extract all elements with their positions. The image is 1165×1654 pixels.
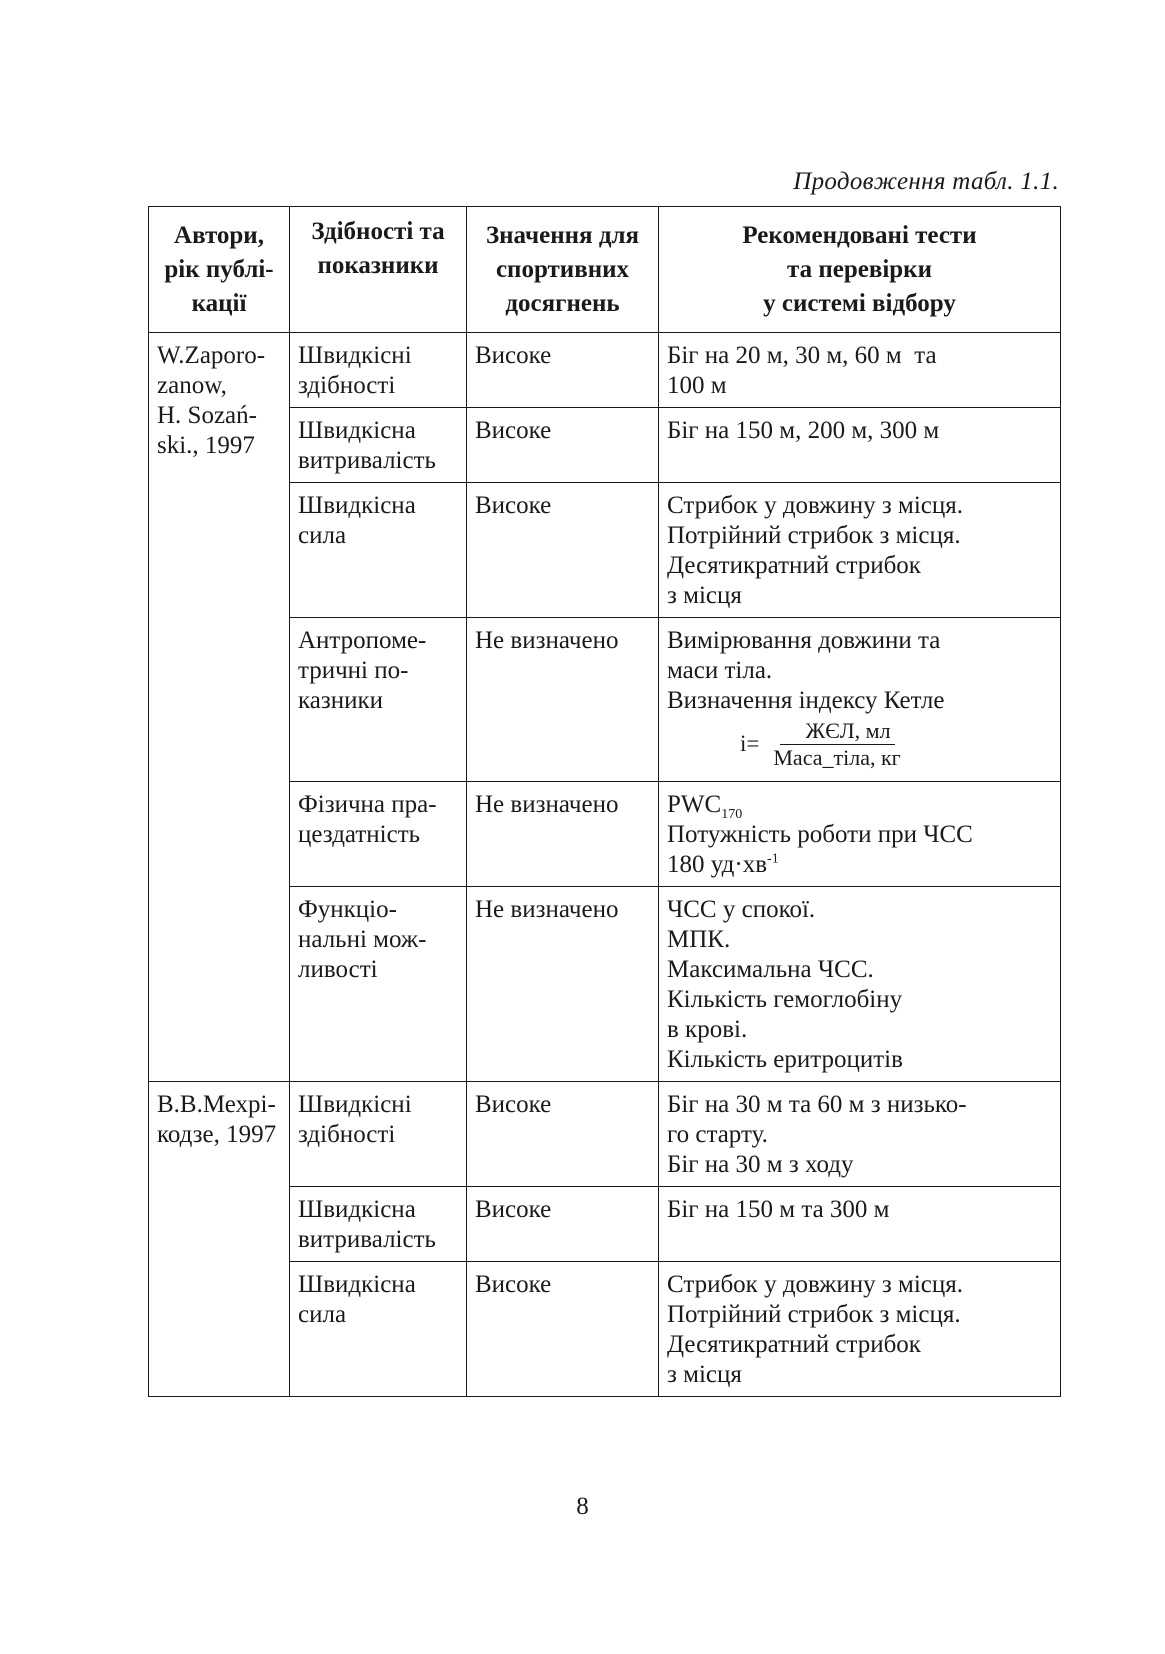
author-cell: В.В.Мехрі- кодзе, 1997	[149, 1082, 290, 1397]
tests-cell: Вимірювання довжини та маси тіла. Визначення індексу Кетле i= $\frac{\text{ЖЄЛ, мл}}{\text{Маса\_тіла, кг}}$	[659, 618, 1061, 782]
page-number: 8	[576, 1493, 589, 1520]
tests-cell: Біг на 150 м, 200 м, 300 м	[659, 408, 1061, 483]
significance-cell: Високе	[467, 1082, 659, 1187]
formula-numerator: ЖЄЛ, мл	[780, 718, 895, 745]
significance-cell: Не визначено	[467, 887, 659, 1082]
author-cell: W.Zaporo- zanow, H. Sozań- ski., 1997	[149, 333, 290, 1082]
significance-cell: Не визначено	[467, 782, 659, 887]
ability-cell: Швидкісна сила	[290, 483, 467, 618]
ability-cell: Фізична пра- цездатність	[290, 782, 467, 887]
tests-cell: Стрибок у довжину з місця. Потрійний стрибок з місця. Десятикратний стрибок з місця	[659, 1262, 1061, 1397]
table-row	[149, 333, 1061, 408]
significance-cell: Високе	[467, 1262, 659, 1397]
significance-cell: Не визначено	[467, 618, 659, 782]
header-row	[149, 207, 1061, 333]
ability-cell: Швидкісна витривалість	[290, 408, 467, 483]
header-authors: Автори, рік публі- кації	[149, 207, 290, 333]
header-significance: Значення для спортивних досягнень	[467, 207, 659, 333]
table-caption: Продовження табл. 1.1.	[793, 168, 1059, 195]
ability-cell: Швидкісні здібності	[290, 333, 467, 408]
tests-cell: Біг на 150 м та 300 м	[659, 1187, 1061, 1262]
pwc-line: $PWC_{170}$	[667, 791, 743, 822]
formula-fraction	[763, 718, 910, 771]
quetelet-index-formula: i= $\frac{\text{ЖЄЛ, мл}}{\text{Маса\_тіла, кг}}$	[740, 716, 1052, 772]
tests-cell: Стрибок у довжину з місця. Потрійний стрибок з місця. Десятикратний стрибок з місця	[659, 483, 1061, 618]
significance-cell: Високе	[467, 1187, 659, 1262]
selection-tests-table	[148, 206, 1061, 1397]
formula-denominator: Маса_тіла, кг	[773, 744, 901, 770]
ability-cell: Швидкісні здібності	[290, 1082, 467, 1187]
ability-cell: Антропоме- тричні по- казники	[290, 618, 467, 782]
ability-cell: Швидкісна сила	[290, 1262, 467, 1397]
header-tests: Рекомендовані тести та перевірки у системі відбору	[659, 207, 1061, 333]
tests-cell: Біг на 20 м, 30 м, 60 м та 100 м	[659, 333, 1061, 408]
significance-cell: Високе	[467, 483, 659, 618]
heart-rate-line: 180 $уд\cdot хв^{-1}$	[667, 851, 779, 878]
table-row	[149, 1082, 1061, 1187]
ability-cell: Функціо- нальні мож- ливості	[290, 887, 467, 1082]
significance-cell: Високе	[467, 333, 659, 408]
tests-cell: Біг на 30 м та 60 м з низько- го старту. Біг на 30 м з ходу	[659, 1082, 1061, 1187]
tests-cell: ЧСС у спокої. МПК. Максимальна ЧСС. Кількість гемоглобіну в крові. Кількість еритроцитів	[659, 887, 1061, 1082]
significance-cell: Високе	[467, 408, 659, 483]
ability-cell: Швидкісна витривалість	[290, 1187, 467, 1262]
header-abilities: Здібності та показники	[290, 207, 467, 333]
tests-cell: $PWC_{170}$ Потужність роботи при ЧСС 180 $уд\cdot хв^{-1}$	[659, 782, 1061, 887]
